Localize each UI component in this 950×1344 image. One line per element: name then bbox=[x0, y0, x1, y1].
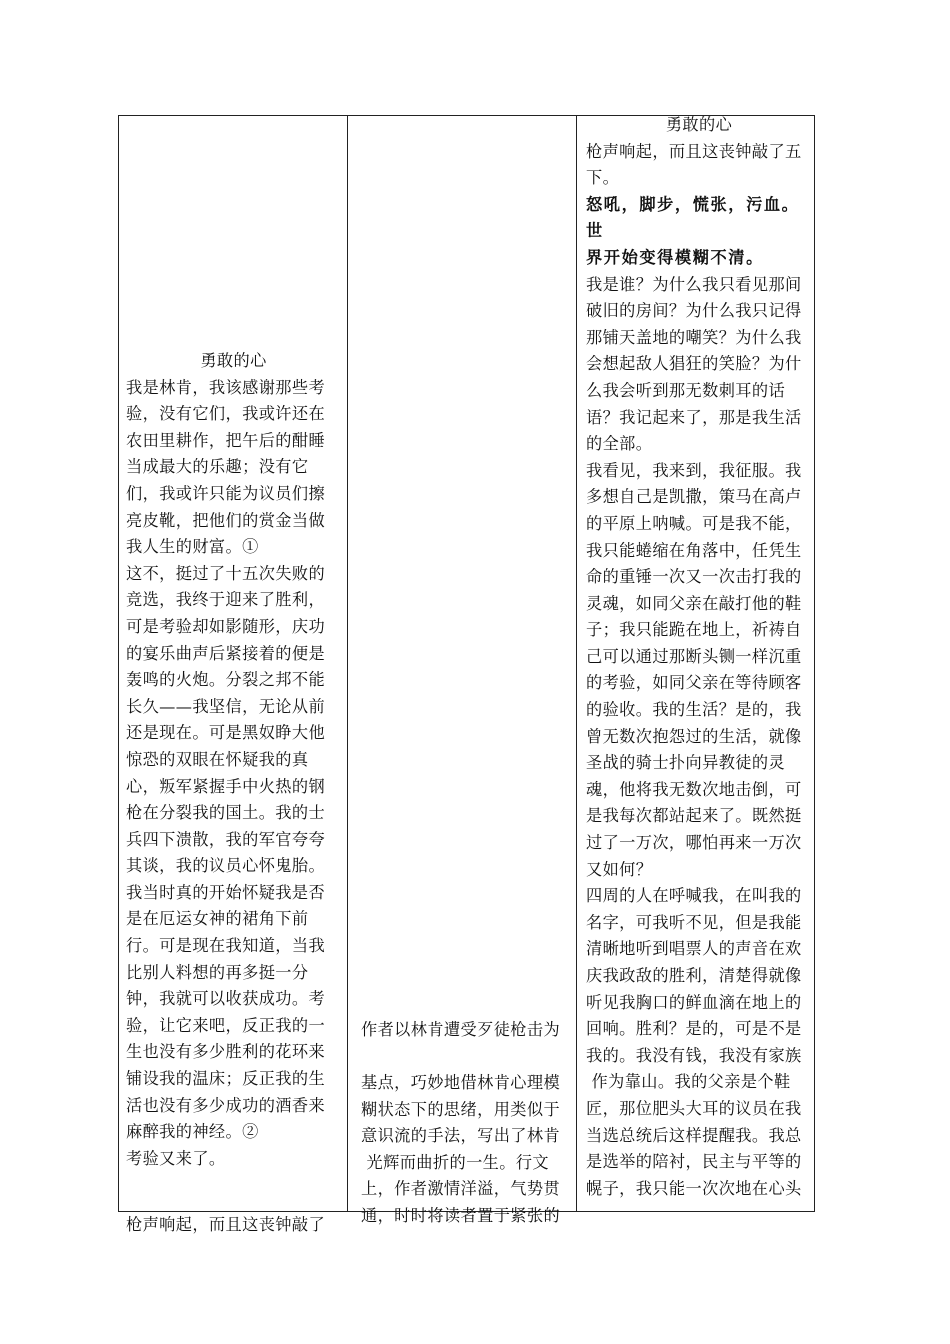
col3-line: 语？我记起来了，那是我生活 bbox=[586, 407, 802, 427]
col3-bold-line: 怒吼，脚步，慌张，污血。世 bbox=[586, 194, 800, 241]
col1-line: 当成最大的乐趣；没有它 bbox=[126, 457, 309, 477]
col2-first-line: 作者以林肯遭受歹徒枪击为 bbox=[361, 1020, 561, 1039]
col3-line: 名字，可我听不见，但是我能 bbox=[586, 912, 802, 932]
col3-line: 破旧的房间？为什么我只记得 bbox=[586, 301, 802, 321]
col1-line: 验，没有它们，我或许还在 bbox=[126, 404, 326, 424]
col1-line: 亮皮靴，把他们的赏金当做 bbox=[126, 510, 326, 530]
column-2 bbox=[361, 1017, 571, 1044]
col1-line: 生也没有多少胜利的花环来 bbox=[126, 1042, 326, 1062]
col3-line: 过了一万次，哪怕再来一万次 bbox=[586, 833, 802, 853]
col3-line: 魂，他将我无数次地击倒，可 bbox=[586, 779, 802, 799]
col1-line: 我当时真的开始怀疑我是否 bbox=[126, 882, 326, 902]
col1-line: 的宴乐曲声后紧接着的便是 bbox=[126, 643, 326, 663]
col3-line: 当选总统后这样提醒我。我总 bbox=[586, 1125, 802, 1145]
col3-line: 回响。胜利？是的，可是不是 bbox=[586, 1019, 802, 1039]
col3-line: 幌子，我只能一次次地在心头 bbox=[586, 1178, 802, 1198]
col1-overflow-line: 枪声响起，而且这丧钟敲了 bbox=[126, 1215, 326, 1234]
col3-line: 四周的人在呼喊我，在叫我的 bbox=[586, 886, 802, 906]
col3-line: 么我会听到那无数刺耳的话 bbox=[586, 380, 786, 400]
col1-line: 轰鸣的火炮。分裂之邦不能 bbox=[126, 670, 326, 690]
col1-line: 可是考验却如影随形，庆功 bbox=[126, 616, 326, 636]
col1-line: 钟，我就可以收获成功。考 bbox=[126, 989, 326, 1009]
col1-line: 兵四下溃散，我的军官夸夸 bbox=[126, 829, 326, 849]
col1-title: 勇敢的心 bbox=[200, 351, 267, 370]
col3-line: 曾无数次抱怨过的生活，就像 bbox=[586, 726, 802, 746]
col3-line: 灵魂，如同父亲在敲打他的鞋 bbox=[586, 593, 802, 613]
col1-line: 竞选，我终于迎来了胜利， bbox=[126, 590, 326, 610]
col3-line: 庆我政敌的胜利，清楚得就像 bbox=[586, 966, 802, 985]
col1-line: 铺设我的温床；反正我的生 bbox=[126, 1069, 326, 1089]
col3-line: 下。 bbox=[586, 168, 620, 188]
col3-line: 会想起敌人猖狂的笑脸？为什 bbox=[586, 354, 802, 374]
col2-line: 上，作者激情洋溢，气势贯 bbox=[361, 1179, 561, 1199]
col3-line: 我看见，我来到，我征服。我 bbox=[586, 460, 802, 480]
col3-line: 我是谁？为什么我只看见那间 bbox=[586, 274, 802, 294]
column-2-body bbox=[361, 1070, 571, 1230]
col2-line: 通，时时将读者置于紧张的 bbox=[361, 1205, 561, 1225]
col3-title: 勇敢的心 bbox=[665, 115, 733, 134]
col1-line: 们，我或许只能为议员们擦 bbox=[126, 483, 326, 503]
col1-line: 活也没有多少成功的酒香来 bbox=[126, 1095, 326, 1115]
col3-line: 听见我胸口的鲜血滴在地上的 bbox=[586, 992, 802, 1012]
col3-line: 枪声响起，而且这丧钟敲了五 bbox=[586, 141, 802, 161]
column-divider-2 bbox=[576, 115, 577, 1212]
col2-line: 意识流的手法，写出了林肯 bbox=[361, 1126, 561, 1146]
col1-line: 还是现在。可是黑奴睁大他 bbox=[126, 723, 326, 743]
col1-line: 这不，挺过了十五次失败的 bbox=[126, 563, 326, 583]
column-divider-1 bbox=[347, 115, 348, 1212]
col3-line: 圣战的骑士扑向异教徒的灵 bbox=[586, 753, 786, 773]
column-3 bbox=[586, 112, 812, 1202]
col3-line: 那铺天盖地的嘲笑？为什么我 bbox=[586, 327, 802, 347]
col3-line: 清晰地听到唱票人的声音在欢 bbox=[586, 939, 802, 959]
col3-line: 是选举的陪衬，民主与平等的 bbox=[586, 1152, 802, 1172]
col1-line: 其谈，我的议员心怀鬼胎。 bbox=[126, 856, 326, 876]
col3-line: 我的。我没有钱，我没有家族 bbox=[586, 1045, 802, 1065]
col3-line: 是我每次都站起来了。既然挺 bbox=[586, 806, 802, 826]
col2-line: 基点，巧妙地借林肯心理模 bbox=[361, 1073, 561, 1092]
col1-line: 行。可是现在我知道，当我 bbox=[126, 936, 326, 956]
col3-line: 子；我只能跪在地上，祈祷自 bbox=[586, 620, 802, 640]
col3-line: 的全部。 bbox=[586, 434, 653, 454]
col3-bold-line: 界开始变得模糊不清。 bbox=[586, 247, 764, 267]
col3-line: 作为靠山。我的父亲是个鞋 bbox=[586, 1072, 791, 1092]
col3-line: 又如何？ bbox=[586, 859, 653, 879]
col1-body bbox=[126, 375, 341, 1173]
col1-line: 农田里耕作，把午后的酣睡 bbox=[126, 430, 326, 450]
col1-line: 考验又来了。 bbox=[126, 1148, 226, 1168]
col1-line: 枪在分裂我的国土。我的士 bbox=[126, 803, 326, 823]
col1-line: 验，让它来吧，反正我的一 bbox=[126, 1015, 326, 1035]
col1-line: 惊恐的双眼在怀疑我的真 bbox=[126, 749, 309, 769]
col3-line: 的验收。我的生活？是的，我 bbox=[586, 700, 802, 720]
col3-line: 匠，那位肥头大耳的议员在我 bbox=[586, 1098, 802, 1118]
col1-line: 麻醉我的神经。② bbox=[126, 1122, 259, 1142]
col3-line: 多想自己是凯撒，策马在高卢 bbox=[586, 487, 802, 507]
column-1 bbox=[126, 348, 341, 1172]
col3-line: 命的重锤一次又一次击打我的 bbox=[586, 567, 802, 587]
col1-line: 我是林肯，我该感谢那些考 bbox=[126, 377, 326, 397]
col1-line: 长久——我坚信，无论从前 bbox=[126, 696, 326, 716]
col1-line: 是在厄运女神的裙角下前 bbox=[126, 909, 309, 929]
col3-line: 我只能蜷缩在角落中，任凭生 bbox=[586, 540, 802, 560]
col1-line: 心，叛军紧握手中火热的钢 bbox=[126, 776, 326, 796]
col3-line: 己可以通过那断头铡一样沉重 bbox=[586, 646, 802, 666]
col3-line: 的考验，如同父亲在等待顾客 bbox=[586, 673, 802, 693]
col3-line: 的平原上呐喊。可是我不能， bbox=[586, 513, 802, 533]
col2-line: 光辉而曲折的一生。行文 bbox=[361, 1152, 550, 1172]
col2-line: 糊状态下的思绪，用类似于 bbox=[361, 1099, 561, 1119]
col1-line: 我人生的财富。① bbox=[126, 537, 259, 557]
col1-line: 比别人料想的再多挺一分 bbox=[126, 962, 309, 982]
